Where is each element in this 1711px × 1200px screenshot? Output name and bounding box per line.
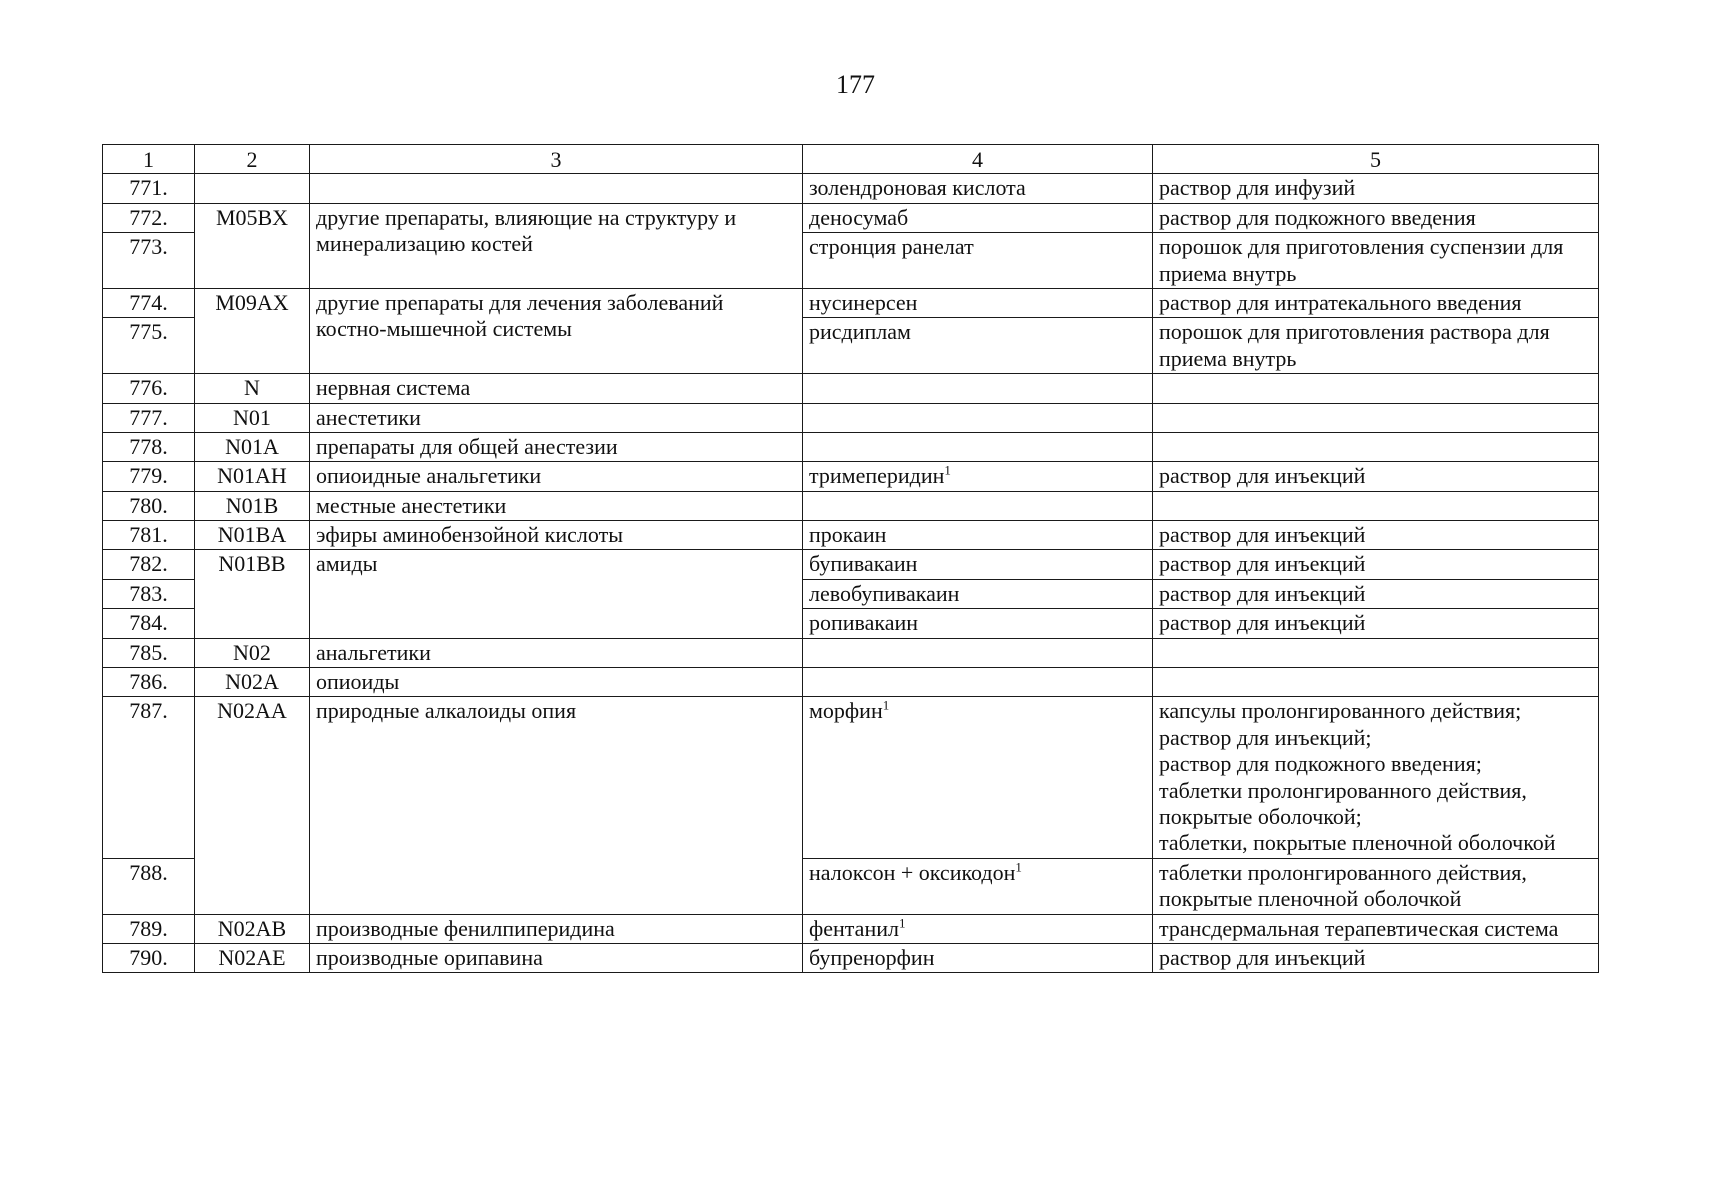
- dosage-form: трансдермальная терапевтическая система: [1159, 915, 1559, 941]
- dosage-form-cell: [1153, 638, 1599, 667]
- dosage-form-cell: [1153, 550, 1599, 579]
- drug-name: левобупивакаин: [809, 580, 960, 606]
- drug-name: прокаин: [809, 522, 887, 548]
- dosage-form-cell: [1153, 491, 1599, 520]
- dosage-form-cell: [1153, 943, 1599, 972]
- group-name-cell: другие препараты, влияющие на структуру и минерализацию костей: [310, 203, 803, 288]
- header-cell: 5: [1153, 145, 1599, 174]
- atc-code-cell: M09AX: [195, 288, 310, 373]
- table-row: [103, 914, 1599, 943]
- table-header-row: [103, 145, 1599, 174]
- row-number-cell: 783.: [103, 579, 195, 608]
- dosage-form-cell: [1153, 318, 1599, 374]
- drug-name-cell: [803, 697, 1153, 858]
- group-name-cell: местные анестетики: [310, 491, 803, 520]
- table-row: [103, 374, 1599, 403]
- row-number-cell: 781.: [103, 521, 195, 550]
- row-number-cell: 785.: [103, 638, 195, 667]
- group-name-cell: нервная система: [310, 374, 803, 403]
- drug-name-cell: [803, 318, 1153, 374]
- drug-name-cell: [803, 579, 1153, 608]
- dosage-form-cell: [1153, 858, 1599, 914]
- atc-code-cell: N02A: [195, 668, 310, 697]
- row-number-cell: 784.: [103, 609, 195, 638]
- row-number-cell: 775.: [103, 318, 195, 374]
- table-row: [103, 668, 1599, 697]
- row-number-cell: 773.: [103, 233, 195, 289]
- dosage-form: раствор для подкожного введения: [1159, 204, 1476, 230]
- drug-name: нусинерсен: [809, 289, 918, 315]
- drug-name: деносумаб: [809, 204, 909, 230]
- dosage-form: раствор для инъекций: [1159, 463, 1366, 489]
- row-number-cell: 786.: [103, 668, 195, 697]
- drug-name-cell: [803, 858, 1153, 914]
- dosage-form-cell: [1153, 914, 1599, 943]
- group-name-cell: анальгетики: [310, 638, 803, 667]
- drug-name: бупренорфин: [809, 944, 935, 970]
- row-number-cell: 772.: [103, 203, 195, 232]
- drug-name-cell: [803, 550, 1153, 579]
- page-number: 177: [836, 70, 875, 99]
- dosage-form: капсулы пролонгированного действия;: [1159, 698, 1522, 724]
- row-number-cell: 787.: [103, 697, 195, 858]
- atc-code-cell: [195, 174, 310, 203]
- group-name-cell: эфиры аминобензойной кислоты: [310, 521, 803, 550]
- table-row: [103, 174, 1599, 203]
- footnote-marker: 1: [882, 698, 890, 714]
- dosage-form: таблетки пролонгированного действия, покрытые оболочкой;: [1159, 777, 1527, 829]
- table-row: [103, 521, 1599, 550]
- atc-code-cell: N01B: [195, 491, 310, 520]
- drug-name-cell: [803, 288, 1153, 317]
- dosage-form-cell: [1153, 203, 1599, 232]
- drug-name-cell: [803, 943, 1153, 972]
- footnote-marker: 1: [1015, 859, 1022, 875]
- group-name-cell: производные фенилпиперидина: [310, 914, 803, 943]
- table-row: [103, 943, 1599, 972]
- dosage-form: раствор для инъекций: [1159, 551, 1366, 577]
- table-row: [103, 432, 1599, 461]
- drug-name-cell: [803, 432, 1153, 461]
- row-number-cell: 776.: [103, 374, 195, 403]
- drug-name-cell: [803, 403, 1153, 432]
- drug-name-cell: [803, 174, 1153, 203]
- drug-name-cell: [803, 233, 1153, 289]
- header-cell: 3: [310, 145, 803, 174]
- group-name-cell: природные алкалоиды опия: [310, 697, 803, 914]
- dosage-form-cell: [1153, 521, 1599, 550]
- row-number-cell: 788.: [103, 858, 195, 914]
- drug-name: фентанил: [809, 915, 899, 941]
- drug-name-cell: [803, 491, 1153, 520]
- dosage-form-cell: [1153, 432, 1599, 461]
- atc-code-cell: N01BB: [195, 550, 310, 638]
- dosage-form: раствор для инъекций: [1159, 944, 1366, 970]
- table-row: [103, 203, 1599, 232]
- row-number-cell: 780.: [103, 491, 195, 520]
- dosage-form: порошок для приготовления суспензии для приема внутрь: [1159, 234, 1564, 286]
- dosage-form-cell: [1153, 579, 1599, 608]
- drug-name: бупивакаин: [809, 551, 918, 577]
- drug-name-cell: [803, 203, 1153, 232]
- drug-name: ропивакаин: [809, 610, 919, 636]
- table-row: [103, 491, 1599, 520]
- dosage-form-cell: [1153, 697, 1599, 858]
- drug-name: золендроновая кислота: [809, 175, 1026, 201]
- drug-name: рисдиплам: [809, 319, 911, 345]
- group-name-cell: производные орипавина: [310, 943, 803, 972]
- table-row: [103, 638, 1599, 667]
- dosage-form-cell: [1153, 462, 1599, 491]
- dosage-form: таблетки, покрытые пленочной оболочкой: [1159, 830, 1556, 856]
- dosage-form: раствор для интратекального введения: [1159, 289, 1522, 315]
- atc-code-cell: N02AB: [195, 914, 310, 943]
- table-row: [103, 403, 1599, 432]
- row-number-cell: 790.: [103, 943, 195, 972]
- drug-name-cell: [803, 374, 1153, 403]
- dosage-form-cell: [1153, 174, 1599, 203]
- table-row: [103, 288, 1599, 317]
- group-name-cell: амиды: [310, 550, 803, 638]
- group-name-cell: анестетики: [310, 403, 803, 432]
- footnote-marker: 1: [944, 462, 951, 478]
- drug-name-cell: [803, 638, 1153, 667]
- table-row: [103, 550, 1599, 579]
- row-number-cell: 777.: [103, 403, 195, 432]
- header-cell: 4: [803, 145, 1153, 174]
- dosage-form: раствор для инъекций;: [1159, 724, 1372, 750]
- atc-code-cell: N02: [195, 638, 310, 667]
- atc-code-cell: N01AH: [195, 462, 310, 491]
- row-number-cell: 782.: [103, 550, 195, 579]
- group-name-cell: опиоидные анальгетики: [310, 462, 803, 491]
- dosage-form: раствор для инфузий: [1159, 175, 1356, 201]
- drug-name-cell: [803, 462, 1153, 491]
- dosage-form: таблетки пролонгированного действия, покрытые пленочной оболочкой: [1159, 859, 1527, 912]
- atc-code-cell: N01BA: [195, 521, 310, 550]
- dosage-form-cell: [1153, 233, 1599, 289]
- dosage-form-cell: [1153, 288, 1599, 317]
- dosage-form: порошок для приготовления раствора для приема внутрь: [1159, 319, 1550, 371]
- dosage-form-cell: [1153, 609, 1599, 638]
- row-number-cell: 771.: [103, 174, 195, 203]
- drug-name: тримеперидин: [809, 463, 945, 489]
- atc-code-cell: N01: [195, 403, 310, 432]
- dosage-form: раствор для инъекций: [1159, 580, 1366, 606]
- table-row: [103, 462, 1599, 491]
- footnote-marker: 1: [898, 915, 906, 931]
- drug-name: стронция ранелат: [809, 234, 974, 260]
- dosage-form: раствор для подкожного введения;: [1159, 751, 1482, 777]
- row-number-cell: 779.: [103, 462, 195, 491]
- atc-code-cell: M05BX: [195, 203, 310, 288]
- group-name-cell: другие препараты для лечения заболеваний костно-мышечной системы: [310, 288, 803, 373]
- drug-name-cell: [803, 609, 1153, 638]
- dosage-form: раствор для инъекций: [1159, 522, 1366, 548]
- dosage-form-cell: [1153, 403, 1599, 432]
- dosage-form: раствор для инъекций: [1159, 610, 1366, 636]
- atc-code-cell: N: [195, 374, 310, 403]
- dosage-form-cell: [1153, 374, 1599, 403]
- dosage-form-cell: [1153, 668, 1599, 697]
- drug-table: [102, 144, 1599, 973]
- header-cell: 1: [103, 145, 195, 174]
- drug-name: морфин: [809, 698, 883, 724]
- group-name-cell: [310, 174, 803, 203]
- atc-code-cell: N02AE: [195, 943, 310, 972]
- drug-name-cell: [803, 668, 1153, 697]
- header-cell: 2: [195, 145, 310, 174]
- atc-code-cell: N02AA: [195, 697, 310, 914]
- table-row: [103, 697, 1599, 858]
- group-name-cell: препараты для общей анестезии: [310, 432, 803, 461]
- atc-code-cell: N01A: [195, 432, 310, 461]
- drug-name: налоксон + оксикодон: [809, 859, 1016, 885]
- row-number-cell: 789.: [103, 914, 195, 943]
- drug-name-cell: [803, 521, 1153, 550]
- drug-name-cell: [803, 914, 1153, 943]
- row-number-cell: 774.: [103, 288, 195, 317]
- group-name-cell: опиоиды: [310, 668, 803, 697]
- row-number-cell: 778.: [103, 432, 195, 461]
